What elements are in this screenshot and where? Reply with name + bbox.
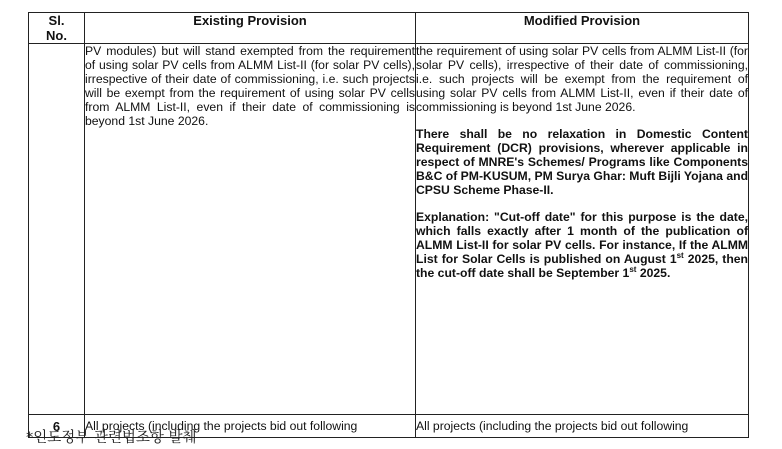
existing-provision-text: All projects (including the projects bid out following (85, 419, 358, 433)
table-header-row (29, 13, 749, 44)
explanation-text-part-2: 2025, then the cut-off date shall be September 1 (416, 252, 749, 280)
ordinal-suffix-1: st (676, 250, 684, 260)
explanation-text-part-3: 2025. (636, 266, 671, 280)
header-sl-no (29, 13, 85, 44)
modified-provision-explanation-para (416, 210, 748, 280)
provisions-table (28, 12, 749, 438)
existing-provision-text: PV modules) but will stand exempted from the requirement of using solar PV cells from ALMM List-II (for solar PV cells), irrespective of their date of commissioning, i.e. such projects will be exempt from the requirement of using solar PV cells from ALMM List-II, even if their date of commissioning is beyond 1st June 2026. (85, 44, 415, 128)
header-modified-provision: Modified Provision (416, 13, 749, 44)
header-existing-provision: Existing Provision (85, 13, 416, 44)
row-sl-no: 6 (29, 415, 85, 438)
row-sl-no (29, 44, 85, 415)
modified-provision-para-1: the requirement of using solar PV cells from ALMM List-II (for solar PV cells), irrespective of their date of commissioning, i.e. such projects will be exempt from the requirement of using solar PV cells from ALMM List-II, even if their date of commissioning is beyond 1st June 2026. (416, 44, 748, 114)
table-row (29, 44, 749, 415)
modified-provision-cell (416, 44, 749, 415)
header-sl-no-line2: No. (46, 28, 67, 43)
explanation-text-part-1: Explanation: "Cut-off date" for this purpose is the date, which falls exactly after 1 month of the publication of ALMM List-II for solar PV cells. For instance, If the ALMM List for Solar Cells is published on August 1 (416, 210, 748, 266)
source-footnote: *인도정부 관련법조항 발췌 (26, 430, 197, 446)
modified-provision-dcr-para: There shall be no relaxation in Domestic Content Requirement (DCR) provisions, wherever applicable in respect of MNRE's Schemes/ Programs like Components B&C of PM-KUSUM, PM Surya Ghar: Muft Bijli Yojana and CPSU Scheme Phase-II. (416, 127, 749, 197)
existing-provision-cell (85, 44, 416, 415)
header-sl-no-line1: Sl. (48, 13, 65, 28)
document-excerpt (28, 12, 749, 434)
modified-provision-cell (416, 415, 749, 438)
modified-provision-text: All projects (including the projects bid out following (416, 419, 689, 433)
ordinal-suffix-2: st (629, 264, 637, 274)
